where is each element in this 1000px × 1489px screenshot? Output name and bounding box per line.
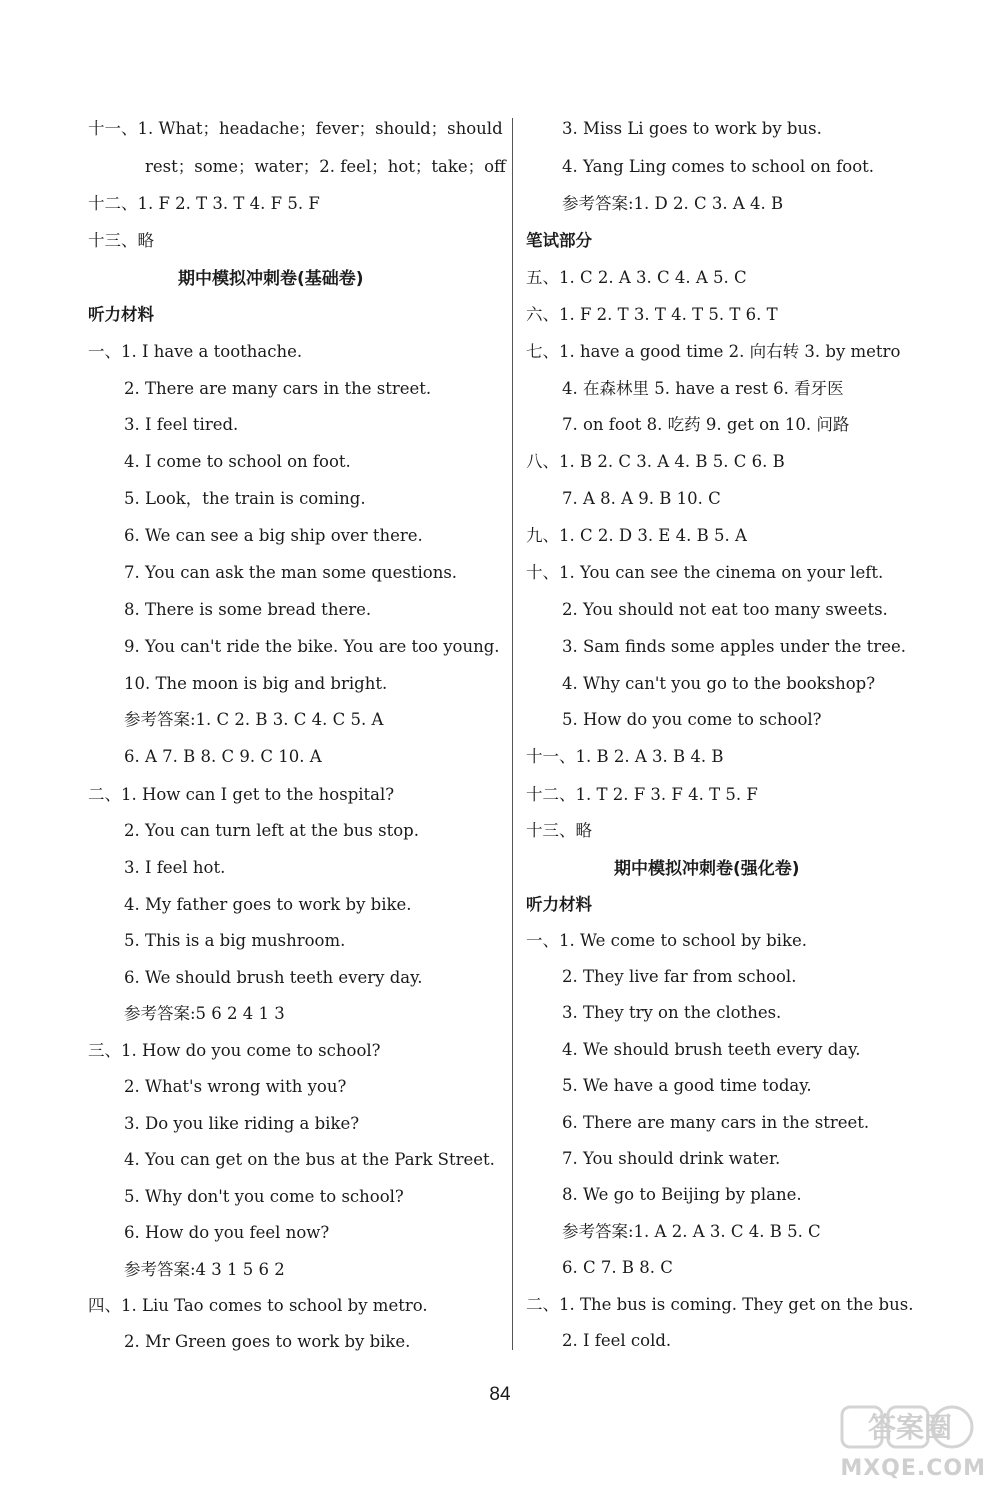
answer-line: 3. I feel tired. [124,415,239,434]
answer-line: 3. I feel hot. [124,858,226,877]
answer-line: 五、1. C 2. A 3. C 4. A 5. C [526,268,747,287]
answer-line: 10. The moon is big and bright. [124,674,388,693]
answer-line: 十一、1. What；headache；fever；should；should [88,119,503,138]
answer-line: 六、1. F 2. T 3. T 4. T 5. T 6. T [526,305,778,324]
section-heading: 笔试部分 [526,231,592,250]
answer-line: 2. There are many cars in the street. [124,379,432,398]
answer-line: 十二、1. F 2. T 3. T 4. F 5. F [88,194,320,213]
watermark [836,1401,986,1481]
answer-line: 3. Sam finds some apples under the tree. [562,637,906,656]
answer-line: 6. C 7. B 8. C [562,1258,673,1277]
section-heading: 听力材料 [526,895,592,914]
answer-line: 4. I come to school on foot. [124,452,351,471]
answer-line: 十三、略 [88,231,154,250]
answer-line: 十二、1. T 2. F 3. F 4. T 5. F [526,785,758,804]
answer-line: 一、1. We come to school by bike. [526,931,807,950]
answer-line: 十、1. You can see the cinema on your left. [526,563,884,582]
answer-line: 9. You can't ride the bike. You are too young. [124,637,500,656]
answer-line: 参考答案:1. C 2. B 3. C 4. C 5. A [124,710,384,729]
answer-line: 5. How do you come to school? [562,710,822,729]
answer-line: 八、1. B 2. C 3. A 4. B 5. C 6. B [526,452,785,471]
answer-line: 2. I feel cold. [562,1331,672,1350]
answer-line: 8. We go to Beijing by plane. [562,1185,802,1204]
answer-line: 3. Do you like riding a bike? [124,1114,360,1133]
answer-line: 5. Why don't you come to school? [124,1187,404,1206]
section-title: 期中模拟冲刺卷(基础卷) [178,269,364,289]
answer-line: 七、1. have a good time 2. 向右转 3. by metro [526,342,901,361]
answer-line: 6. There are many cars in the street. [562,1113,870,1132]
answer-line: 4. 在森林里 5. have a rest 6. 看牙医 [562,379,844,398]
answer-line: 参考答案:4 3 1 5 6 2 [124,1260,285,1279]
answer-line: 4. We should brush teeth every day. [562,1040,861,1059]
answer-line: 十一、1. B 2. A 3. B 4. B [526,747,724,766]
answer-line: 6. A 7. B 8. C 9. C 10. A [124,747,322,766]
answer-line: 2. You should not eat too many sweets. [562,600,888,619]
answer-line: 参考答案:1. A 2. A 3. C 4. B 5. C [562,1222,821,1241]
answer-line: 2. Mr Green goes to work by bike. [124,1332,411,1351]
section-title: 期中模拟冲刺卷(强化卷) [614,859,800,879]
answer-line: 6. We can see a big ship over there. [124,526,423,545]
watermark-logo-text: 答案圈 [867,1411,953,1444]
answer-line: 4. Why can't you go to the bookshop? [562,674,876,693]
answer-line: 2. They live far from school. [562,967,797,986]
answer-line: 7. You can ask the man some questions. [124,563,458,582]
answer-line: 7. You should drink water. [562,1149,781,1168]
answer-line: 4. Yang Ling comes to school on foot. [562,157,875,176]
answer-line: 2. What's wrong with you? [124,1077,347,1096]
answer-line: 二、1. The bus is coming. They get on the bus. [526,1295,914,1314]
answer-line: 6. We should brush teeth every day. [124,968,423,987]
answer-line: 一、1. I have a toothache. [88,342,303,361]
answer-line: 4. You can get on the bus at the Park Street. [124,1150,495,1169]
answer-line: rest；some；water；2. feel；hot；take；off [145,157,506,176]
watermark-logo-icon [840,1401,980,1453]
answer-line: 7. A 8. A 9. B 10. C [562,489,721,508]
answer-line: 参考答案:1. D 2. C 3. A 4. B [562,194,784,213]
answer-line: 6. How do you feel now? [124,1223,330,1242]
answer-line: 5. We have a good time today. [562,1076,812,1095]
column-divider [512,118,513,1350]
section-heading: 听力材料 [88,305,154,324]
answer-line: 2. You can turn left at the bus stop. [124,821,419,840]
page-number: 84 [489,1384,511,1405]
answer-line: 十三、略 [526,821,592,840]
answer-line: 三、1. How do you come to school? [88,1041,381,1060]
answer-line: 二、1. How can I get to the hospital? [88,785,395,804]
answer-line: 5. Look，the train is coming. [124,489,366,508]
answer-line: 3. Miss Li goes to work by bus. [562,119,822,138]
watermark-site-text: MXQE.COM [840,1456,986,1481]
answer-line: 8. There is some bread there. [124,600,372,619]
answer-line: 3. They try on the clothes. [562,1003,782,1022]
answer-line: 5. This is a big mushroom. [124,931,346,950]
answer-line: 四、1. Liu Tao comes to school by metro. [88,1296,428,1315]
answer-line: 7. on foot 8. 吃药 9. get on 10. 问路 [562,415,850,434]
answer-line: 4. My father goes to work by bike. [124,895,412,914]
answer-line: 参考答案:5 6 2 4 1 3 [124,1004,285,1023]
answer-line: 九、1. C 2. D 3. E 4. B 5. A [526,526,747,545]
